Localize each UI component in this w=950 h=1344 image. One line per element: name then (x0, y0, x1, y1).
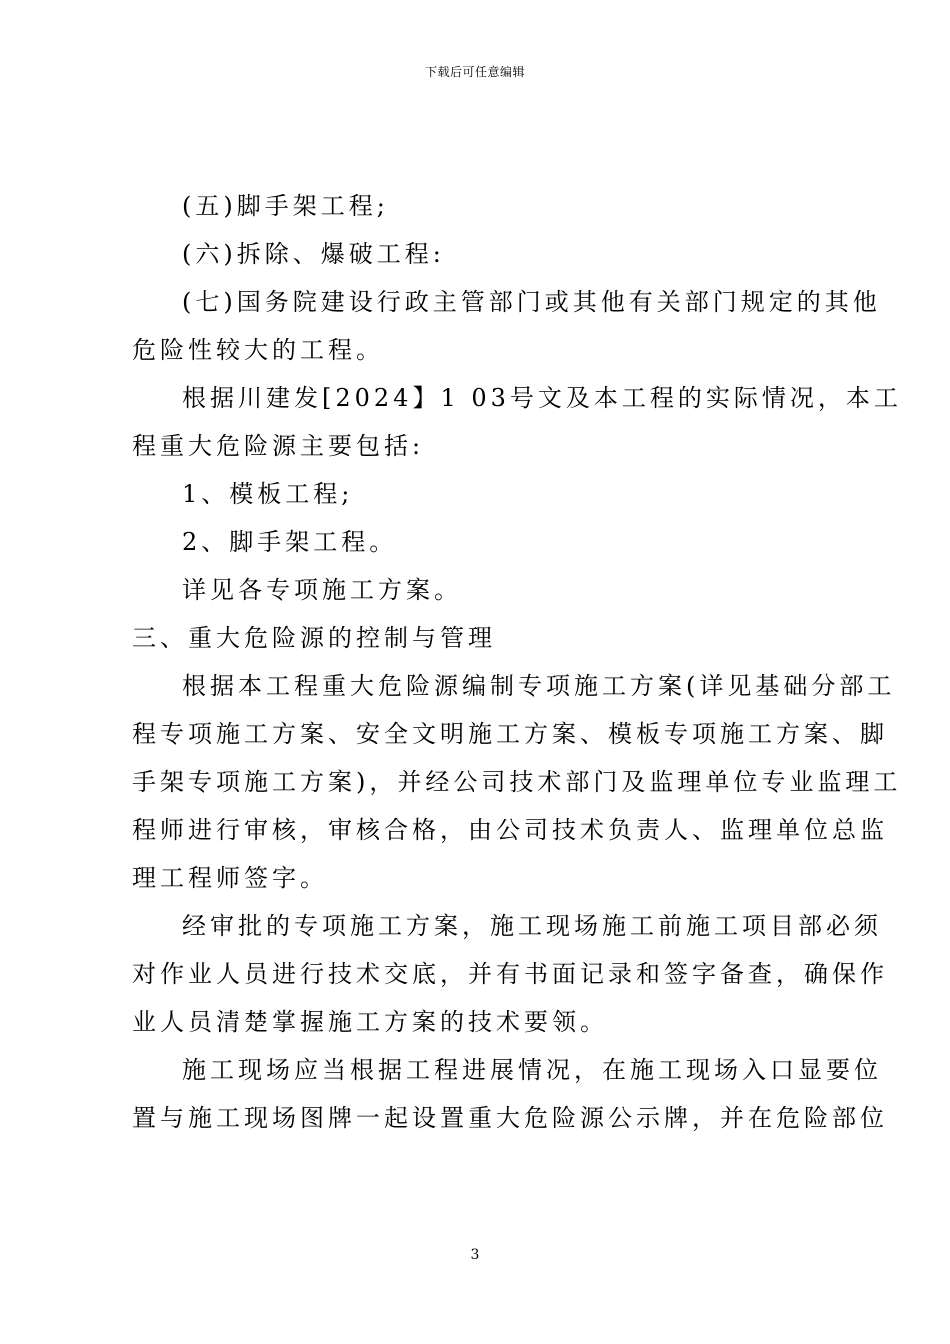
text-line: 危险性较大的工程。 (132, 336, 384, 364)
text-line: (五)脚手架工程; (182, 192, 389, 220)
page-header-note: 下载后可任意编辑 (424, 65, 525, 79)
text-line: 业人员清楚掌握施工方案的技术要领。 (132, 1008, 608, 1036)
text-line: 置与施工现场图牌一起设置重大危险源公示牌，并在危险部位 (132, 1104, 888, 1132)
section-heading: 三、重大危险源的控制与管理 (132, 624, 496, 652)
text-line: 对作业人员进行技术交底，并有书面记录和签字备查，确保作 (132, 960, 888, 988)
text-line: 1、模板工程; (182, 480, 354, 508)
text-line: 2、脚手架工程。 (182, 528, 398, 556)
document-body (132, 182, 902, 1142)
text-line: 理工程师签字。 (132, 864, 328, 892)
text-line: 施工现场应当根据工程进展情况，在施工现场入口显要位 (182, 1056, 882, 1084)
text-line: 详见各专项施工方案。 (182, 576, 462, 604)
text-line: 手架专项施工方案)，并经公司技术部门及监理单位专业监理工 (132, 768, 902, 796)
text-line: 程师进行审核，审核合格，由公司技术负责人、监理单位总监 (132, 816, 888, 844)
text-line: 根据川建发[2024】1 03号文及本工程的实际情况，本工 (182, 384, 902, 412)
text-line: 程专项施工方案、安全文明施工方案、模板专项施工方案、脚 (132, 720, 888, 748)
text-line: 程重大危险源主要包括: (132, 432, 425, 460)
text-line: (七)国务院建设行政主管部门或其他有关部门规定的其他 (182, 288, 881, 316)
page-number: 3 (470, 1247, 480, 1263)
text-line: (六)拆除、爆破工程: (182, 240, 445, 268)
text-line: 经审批的专项施工方案，施工现场施工前施工项目部必须 (182, 912, 882, 940)
text-line: 根据本工程重大危险源编制专项施工方案(详见基础分部工 (182, 672, 896, 700)
